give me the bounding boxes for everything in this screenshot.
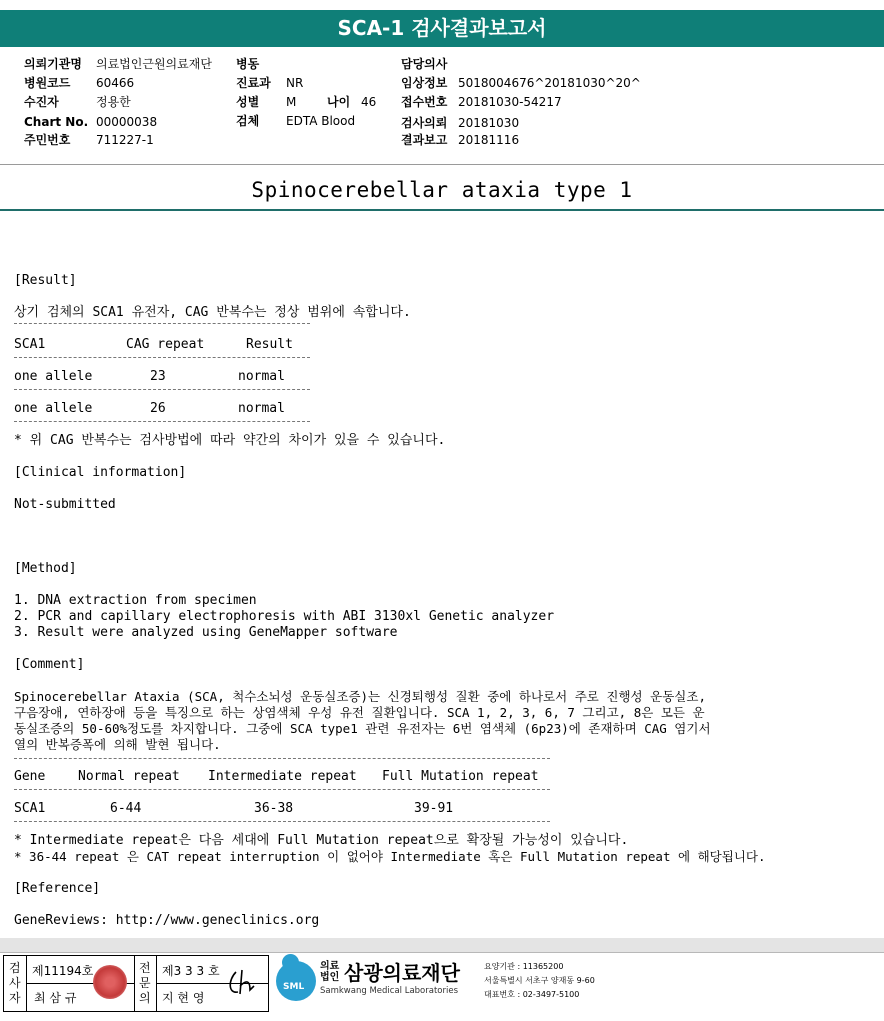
logo-english: Samkwang Medical Laboratories (320, 986, 459, 996)
checker-name: 지 현 영 (162, 991, 205, 1005)
result-summary: 상기 검체의 SCA1 유전자, CAG 반복수는 정상 범위에 속합니다. (14, 305, 411, 320)
request-label: 검사의뢰 (401, 116, 448, 130)
reference-link[interactable]: GeneReviews: http://www.geneclinics.org (14, 913, 320, 928)
request-value: 20181030 (458, 116, 520, 130)
org-address: 서울특별시 서초구 양재동 9-60 (484, 976, 595, 985)
clinical-info-label: 임상정보 (401, 76, 448, 90)
comment-line: 구음장애, 연하장애 등을 특징으로 하는 상염색체 우성 유전 질환입니다. SCA 1, 2, 3, 6, 7 그리고, 8은 모든 운 (14, 705, 705, 720)
repeat-table-rule (14, 821, 550, 822)
comment-line: 동실조증의 50-60%정도를 차지합니다. 그중에 SCA type1 관련 유전자는 6번 염색체 (6p23)에 존재하며 CAG 염기서 (14, 721, 711, 736)
method-item: 2. PCR and capillary electrophoresis with ABI 3130xl Genetic analyzer (14, 609, 555, 624)
ward-label: 병동 (236, 57, 260, 71)
report-title: SCA-1 검사결과보고서 (0, 10, 884, 47)
report-date-label: 결과보고 (401, 133, 448, 147)
sex-label: 성별 (236, 95, 260, 109)
doctor-label: 담당의사 (401, 57, 448, 71)
code-value: 60466 (96, 76, 135, 90)
receipt-label: 접수번호 (401, 95, 448, 109)
clinical-text: Not-submitted (14, 497, 116, 512)
checker-license: 제3 3 3 호 (162, 964, 220, 978)
info-divider (0, 164, 884, 165)
repeat-header-full: Full Mutation repeat (382, 769, 539, 784)
age-label: 나이 (327, 95, 351, 109)
result-row-2-repeat: 26 (150, 401, 166, 416)
dept-value: NR (286, 76, 304, 90)
result-table-rule (14, 421, 310, 422)
repeat-table-rule (14, 758, 550, 759)
comment-note: * Intermediate repeat은 다음 세대에 Full Mutation repeat으로 확장될 가능성이 있습니다. (14, 833, 629, 848)
chart-value: 00000038 (96, 115, 158, 129)
comment-line: Spinocerebellar Ataxia (SCA, 척수소뇌성 운동실조증)는 신경퇴행성 질환 중에 하나로서 주로 진행성 운동실조, (14, 689, 706, 704)
clinical-info-value: 5018004676^20181030^20^ (458, 76, 641, 90)
result-header-result: Result (246, 337, 293, 352)
dept-label: 진료과 (236, 76, 271, 90)
footer-band (0, 938, 884, 952)
sex-value: M (286, 95, 297, 109)
document-title: Spinocerebellar ataxia type 1 (251, 178, 633, 202)
repeat-row-full: 39-91 (414, 801, 454, 816)
result-row-1-allele: one allele (14, 369, 93, 384)
title-underline (0, 209, 884, 211)
hospital-value: 의료법인근원의료재단 (96, 57, 212, 71)
clinical-heading: [Clinical information] (14, 465, 187, 480)
method-item: 1. DNA extraction from specimen (14, 593, 257, 608)
specimen-label: 검체 (236, 114, 260, 128)
repeat-row-normal: 6-44 (110, 801, 142, 816)
repeat-row-gene: SCA1 (14, 801, 46, 816)
repeat-header-gene: Gene (14, 769, 46, 784)
age-value: 46 (361, 95, 377, 109)
logo-prefix: 의료 법인 (320, 961, 340, 983)
logo-badge: SML (283, 982, 305, 992)
logo-icon (276, 961, 316, 1001)
reference-heading: [Reference] (14, 881, 101, 896)
method-item: 3. Result were analyzed using GeneMapper software (14, 625, 398, 640)
report-date-value: 20181116 (458, 133, 520, 147)
result-heading: [Result] (14, 273, 77, 288)
repeat-header-normal: Normal repeat (78, 769, 180, 784)
logo-name: 삼광의료재단 (344, 961, 460, 985)
specimen-value: EDTA Blood (286, 114, 356, 128)
examiner-seal (93, 965, 127, 999)
result-row-2-result: normal (238, 401, 285, 416)
result-table-rule (14, 357, 310, 358)
code-label: 병원코드 (24, 76, 71, 90)
receipt-value: 20181030-54217 (458, 95, 562, 109)
comment-note: * 36-44 repeat 은 CAT repeat interruption 이 없어야 Intermediate 혹은 Full Mutation repeat 에 해당됩니다. (14, 849, 766, 864)
checker-label: 전 문 의 (139, 961, 151, 1005)
result-row-1-repeat: 23 (150, 369, 166, 384)
repeat-table-rule (14, 789, 550, 790)
result-table-rule (14, 389, 310, 390)
rrn-label: 주민번호 (24, 133, 71, 147)
result-row-1-result: normal (238, 369, 285, 384)
hospital-label: 의뢰기관명 (24, 57, 82, 71)
result-note: * 위 CAG 반복수는 검사방법에 따라 약간의 차이가 있을 수 있습니다. (14, 433, 446, 448)
patient-label: 수진자 (24, 95, 59, 109)
checker-signature (224, 966, 260, 1000)
chart-label: Chart No. (24, 115, 89, 129)
rrn-value: 711227-1 (96, 133, 154, 147)
org-code: 요양기관 : 11365200 (484, 962, 564, 971)
patient-value: 정용한 (96, 95, 131, 109)
method-heading: [Method] (14, 561, 77, 576)
result-row-2-allele: one allele (14, 401, 93, 416)
result-header-gene: SCA1 (14, 337, 46, 352)
info-block (0, 0, 884, 170)
comment-line: 열의 반복증폭에 의해 발현 됩니다. (14, 737, 221, 752)
sig-divider (134, 956, 135, 1011)
examiner-label: 검 사 자 (9, 961, 21, 1005)
result-table-rule (14, 323, 310, 324)
footer-divider (0, 952, 884, 953)
repeat-header-intermediate: Intermediate repeat (208, 769, 357, 784)
comment-heading: [Comment] (14, 657, 85, 672)
repeat-row-intermediate: 36-38 (254, 801, 294, 816)
result-header-repeat: CAG repeat (126, 337, 205, 352)
examiner-name: 최 삼 규 (34, 991, 77, 1005)
org-phone: 대표번호 : 02-3497-5100 (484, 990, 580, 999)
examiner-license: 제11194호 (32, 964, 94, 978)
